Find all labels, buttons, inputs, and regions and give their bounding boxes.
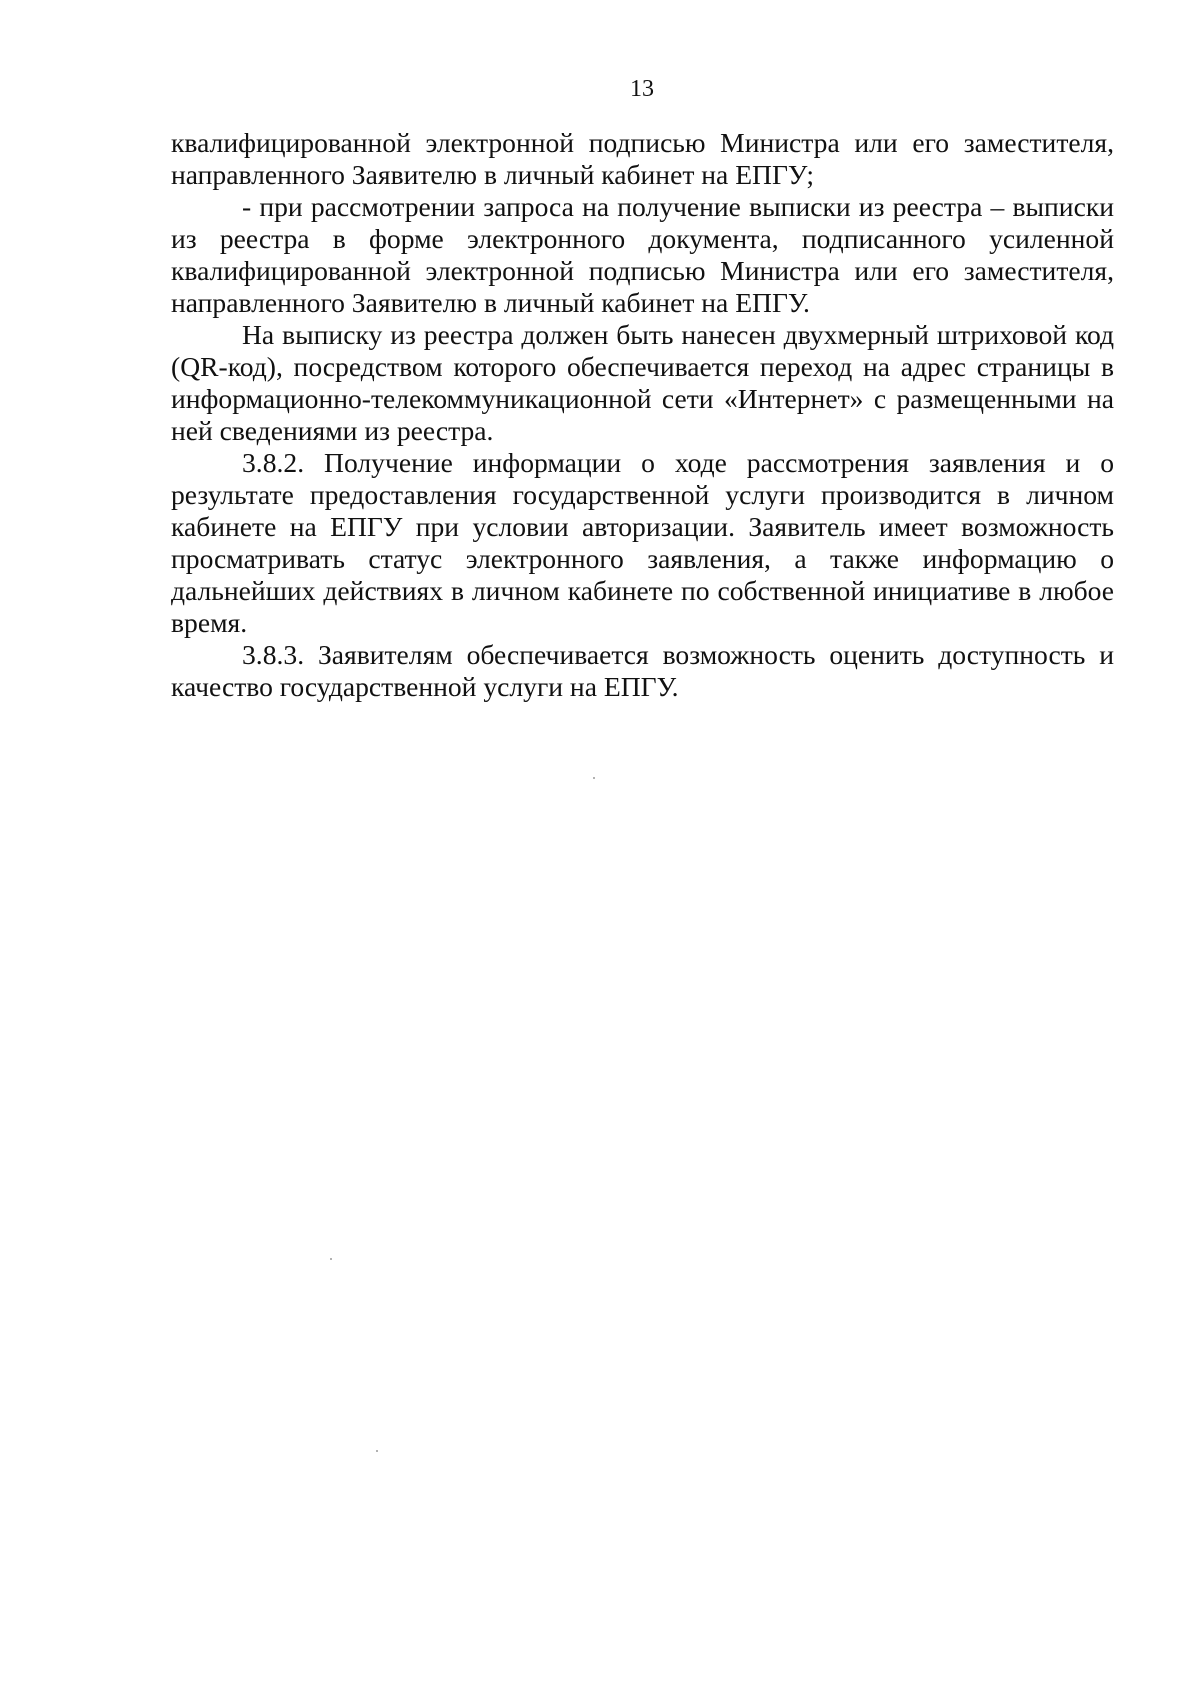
scan-speck — [593, 777, 595, 779]
paragraph-3-8-3: 3.8.3. Заявителям обеспечивается возможность оценить доступность и качество государственной услуги на ЕПГУ. — [171, 639, 1114, 702]
paragraph-qr-code: На выписку из реестра должен быть нанесен двухмерный штриховой код (QR-код), посредством которого обеспечивается переход на адрес страницы в информационно-телекоммуникационной сети «Интернет» с размещенными на ней сведениями из реестра. — [171, 319, 1114, 446]
paragraph-extract-electronic: - при рассмотрении запроса на получение выписки из реестра – выписки из реестра в форме электронного документа, подписанного усиленной квалифицированной электронной подписью Министра или его заместителя, направленного Заявителю в личный кабинет на ЕПГУ. — [171, 191, 1114, 318]
paragraph-continuation: квалифицированной электронной подписью Министра или его заместителя, направленного Заявителю в личный кабинет на ЕПГУ; — [171, 127, 1114, 190]
page-number: 13 — [630, 76, 654, 102]
scan-speck — [376, 1450, 378, 1452]
paragraph-3-8-2: 3.8.2. Получение информации о ходе рассмотрения заявления и о результате предоставления государственной услуги производится в личном кабинете на ЕПГУ при условии авторизации. Заявитель имеет возможность просматривать статус электронного заявления, а также информацию о дальнейших действиях в личном кабинете по собственной инициативе в любое время. — [171, 447, 1114, 638]
document-body — [171, 127, 1114, 703]
scan-speck — [330, 1258, 332, 1260]
